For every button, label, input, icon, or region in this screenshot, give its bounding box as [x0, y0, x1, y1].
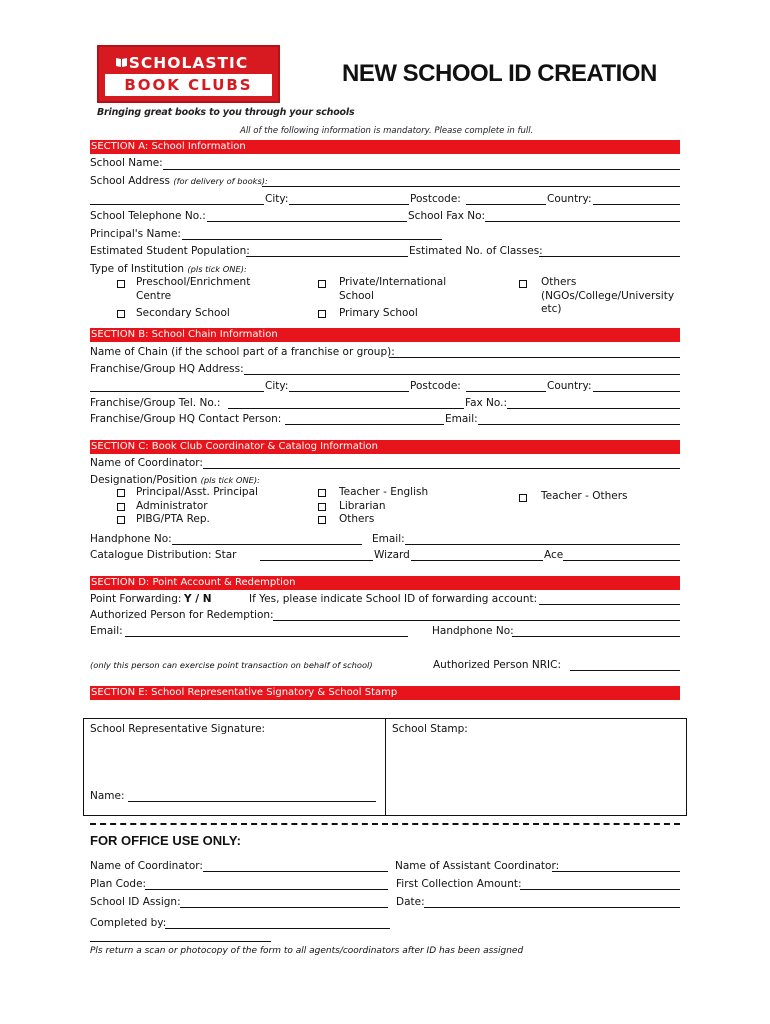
b-contact-field[interactable]: [285, 424, 444, 425]
country-field[interactable]: [593, 204, 680, 205]
scholastic-logo: [97, 45, 280, 103]
catalogue-label: Catalogue Distribution: Star: [90, 549, 237, 561]
ace-field[interactable]: [563, 560, 680, 561]
secondary-option: Secondary School: [136, 307, 230, 319]
population-label: Estimated Student Population:: [90, 245, 250, 257]
fax-label: School Fax No:: [408, 210, 486, 222]
o-plan-code-field[interactable]: [145, 889, 388, 890]
institution-type-label: Type of Institution (pls tick ONE):: [90, 263, 247, 275]
school-address-field-2[interactable]: [90, 204, 264, 205]
section-b-heading: SECTION B: School Chain Information: [90, 328, 680, 342]
teacher-english-option: Teacher - English: [339, 486, 429, 498]
teacher-english-checkbox[interactable]: [318, 489, 326, 497]
hq-address-field-2[interactable]: [90, 391, 264, 392]
o-completed-label: Completed by:: [90, 917, 167, 929]
footer-note: Pls return a scan or photocopy of the form to all agents/coordinators after ID has been assigned: [90, 946, 524, 956]
c-handphone-label: Handphone No:: [90, 533, 172, 545]
b-fax-label: Fax No.:: [465, 397, 508, 409]
others-option-line2: (NGOs/College/University: [541, 290, 675, 302]
o-first-collection-label: First Collection Amount:: [396, 878, 522, 890]
star-field[interactable]: [260, 560, 373, 561]
forwarding-id-field[interactable]: [539, 604, 680, 605]
c-others-option: Others: [339, 513, 375, 525]
preschool-checkbox[interactable]: [117, 280, 125, 288]
librarian-option: Librarian: [339, 500, 386, 512]
nric-field[interactable]: [570, 670, 680, 671]
c-coordinator-field[interactable]: [203, 468, 680, 469]
designation-label: Designation/Position (pls tick ONE):: [90, 474, 260, 486]
classes-label: Estimated No. of Classes:: [409, 245, 543, 257]
d-email-field[interactable]: [125, 636, 408, 637]
pibg-option: PIBG/PTA Rep.: [136, 513, 210, 525]
hq-address-label: Franchise/Group HQ Address:: [90, 363, 244, 375]
section-a-heading: SECTION A: School Information: [90, 140, 680, 154]
fax-field[interactable]: [485, 221, 680, 222]
city-field[interactable]: [289, 204, 409, 205]
b-tel-field[interactable]: [228, 408, 464, 409]
primary-option: Primary School: [339, 307, 418, 319]
private-option-line2: School: [339, 290, 374, 302]
private-option-line1: Private/International: [339, 276, 447, 288]
pibg-checkbox[interactable]: [117, 516, 125, 524]
postcode-field[interactable]: [466, 204, 546, 205]
logo-top-text: SCHOLASTIC: [128, 54, 249, 72]
o-coordinator-field[interactable]: [203, 871, 388, 872]
private-checkbox[interactable]: [318, 280, 326, 288]
o-completed-field[interactable]: [165, 928, 390, 929]
e-name-label: Name:: [90, 790, 125, 802]
b-postcode-field[interactable]: [466, 391, 546, 392]
section-e-heading: SECTION E: School Representative Signatory & School Stamp: [90, 686, 680, 700]
country-label: Country:: [547, 193, 592, 205]
forwarding-label: Point Forwarding:: [90, 593, 182, 605]
b-country-field[interactable]: [593, 391, 680, 392]
o-school-id-field[interactable]: [180, 907, 388, 908]
postcode-label: Postcode:: [410, 193, 461, 205]
secondary-checkbox[interactable]: [117, 310, 125, 318]
principal-field[interactable]: [182, 239, 442, 240]
authorized-field[interactable]: [273, 620, 680, 621]
ace-label: Ace: [544, 549, 564, 561]
d-email-label: Email:: [90, 625, 123, 637]
stamp-label: School Stamp:: [392, 723, 468, 735]
principal-checkbox[interactable]: [117, 489, 125, 497]
c-others-checkbox[interactable]: [318, 516, 326, 524]
others-option-line1: Others: [541, 276, 577, 288]
section-c-heading: SECTION C: Book Club Coordinator & Catalog Information: [90, 440, 680, 454]
librarian-checkbox[interactable]: [318, 503, 326, 511]
nric-label: Authorized Person NRIC:: [433, 659, 561, 671]
school-name-field[interactable]: [163, 169, 680, 170]
o-plan-code-label: Plan Code:: [90, 878, 147, 890]
administrator-checkbox[interactable]: [117, 503, 125, 511]
o-school-id-label: School ID Assign:: [90, 896, 181, 908]
signature-label: School Representative Signature:: [90, 723, 266, 735]
d-handphone-label: Handphone No:: [432, 625, 514, 637]
cut-line: [90, 823, 680, 825]
school-address-field[interactable]: [262, 186, 680, 187]
wizard-field[interactable]: [411, 560, 543, 561]
b-postcode-label: Postcode:: [410, 380, 461, 392]
others-checkbox[interactable]: [519, 280, 527, 288]
chain-name-field[interactable]: [389, 357, 680, 358]
telephone-field[interactable]: [207, 221, 407, 222]
principal-label: Principal's Name:: [90, 228, 181, 240]
o-date-field[interactable]: [424, 907, 680, 908]
d-handphone-field[interactable]: [512, 636, 680, 637]
classes-field[interactable]: [539, 256, 680, 257]
b-city-label: City:: [265, 380, 289, 392]
intro-note: All of the following information is mandatory. Please complete in full.: [240, 126, 534, 136]
o-assistant-field[interactable]: [552, 871, 680, 872]
tagline: Bringing great books to you through your schools: [97, 107, 355, 118]
b-city-field[interactable]: [289, 391, 409, 392]
teacher-others-option: Teacher - Others: [541, 490, 628, 502]
preschool-option-line1: Preschool/Enrichment: [136, 276, 251, 288]
office-heading: FOR OFFICE USE ONLY:: [90, 833, 241, 848]
forwarding-note: If Yes, please indicate School ID of forwarding account:: [249, 593, 538, 605]
city-label: City:: [265, 193, 289, 205]
b-email-field[interactable]: [478, 424, 680, 425]
section-d-heading: SECTION D: Point Account & Redemption: [90, 576, 680, 590]
b-email-label: Email:: [445, 413, 478, 425]
school-address-label: School Address (for delivery of books):: [90, 175, 268, 187]
wizard-label: Wizard: [374, 549, 410, 561]
o-completed-signature-line[interactable]: [90, 941, 271, 942]
b-tel-label: Franchise/Group Tel. No.:: [90, 397, 221, 409]
primary-checkbox[interactable]: [318, 310, 326, 318]
o-coordinator-label: Name of Coordinator:: [90, 860, 203, 872]
hq-address-field[interactable]: [244, 374, 680, 375]
chain-name-label: Name of Chain (if the school part of a franchise or group):: [90, 346, 395, 358]
population-field[interactable]: [246, 256, 408, 257]
c-email-field[interactable]: [405, 544, 680, 545]
teacher-others-checkbox[interactable]: [519, 494, 527, 502]
o-assistant-label: Name of Assistant Coordinator:: [395, 860, 560, 872]
b-country-label: Country:: [547, 380, 592, 392]
o-first-collection-field[interactable]: [520, 889, 680, 890]
preschool-option-line2: Centre: [136, 290, 172, 302]
logo-bottom-text: BOOK CLUBS: [124, 76, 253, 94]
c-handphone-field[interactable]: [172, 544, 362, 545]
others-option-line3: etc): [541, 303, 562, 315]
school-name-label: School Name:: [90, 157, 163, 169]
telephone-label: School Telephone No.:: [90, 210, 206, 222]
page-title: NEW SCHOOL ID CREATION: [342, 60, 657, 87]
c-coordinator-label: Name of Coordinator:: [90, 457, 203, 469]
authorized-note: (only this person can exercise point transaction on behalf of school): [90, 660, 373, 670]
principal-option: Principal/Asst. Principal: [136, 486, 258, 498]
b-fax-field[interactable]: [507, 408, 680, 409]
b-contact-label: Franchise/Group HQ Contact Person:: [90, 413, 282, 425]
e-name-field[interactable]: [128, 801, 376, 802]
authorized-label: Authorized Person for Redemption:: [90, 609, 274, 621]
forwarding-yn[interactable]: Y / N: [184, 593, 212, 605]
administrator-option: Administrator: [136, 500, 208, 512]
o-date-label: Date:: [396, 896, 425, 908]
signature-divider: [385, 718, 386, 816]
c-email-label: Email:: [372, 533, 405, 545]
